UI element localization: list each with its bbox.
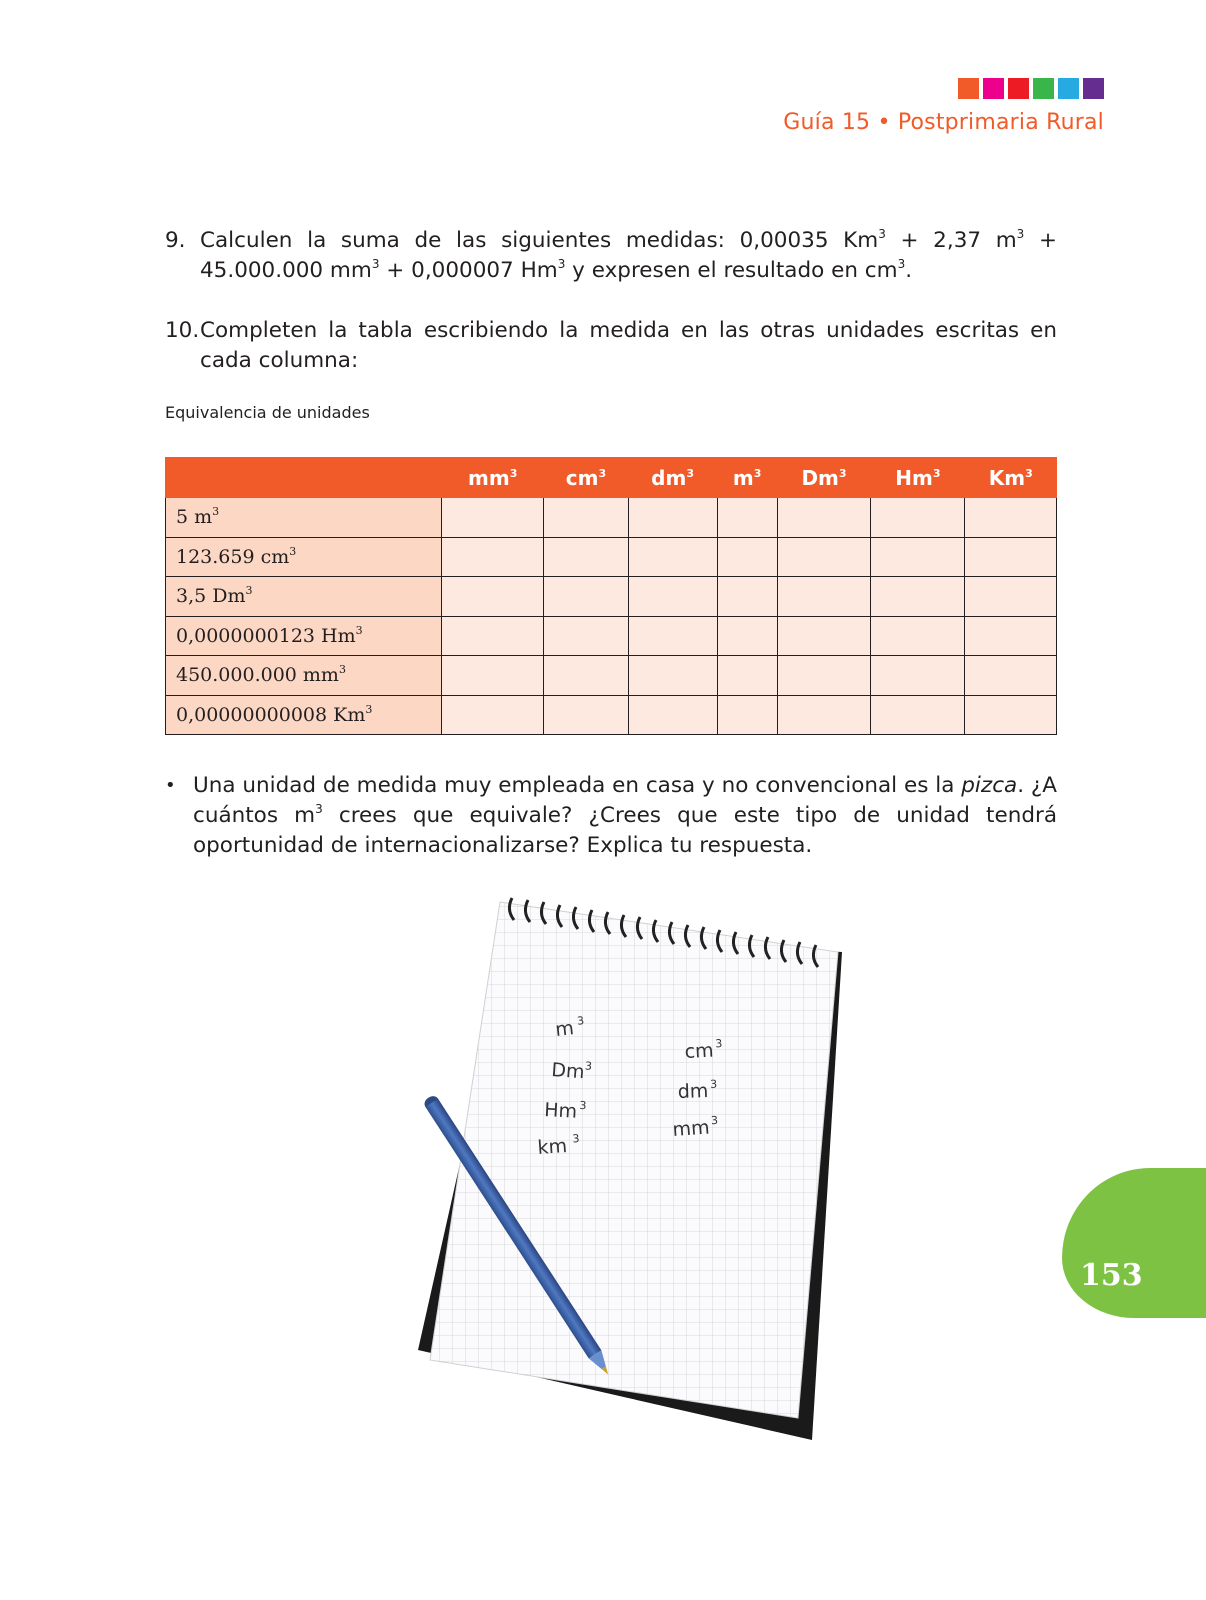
answer-cell[interactable] <box>628 577 717 617</box>
bullet-question <box>165 771 1057 861</box>
exponent: 3 <box>315 802 323 816</box>
text-run: + 45.000.000 mm <box>200 228 1057 283</box>
answer-cell[interactable] <box>717 695 777 735</box>
text-run: crees que equivale? ¿Crees que este tipo de unidad tendrá oportunidad de internacionalizarse? Explica tu respuesta. <box>193 803 1058 858</box>
note-unit-Dm3: Dm$^3$ <box>550 1059 593 1084</box>
answer-cell[interactable] <box>442 537 544 577</box>
answer-cell[interactable] <box>717 616 777 656</box>
answer-cell[interactable] <box>965 537 1057 577</box>
question-number: 10. <box>165 318 200 343</box>
answer-cell[interactable] <box>717 656 777 696</box>
answer-cell[interactable] <box>442 695 544 735</box>
header-mm3: $mm^3$ <box>442 458 544 498</box>
note-unit-dm3: $dm^3$ <box>677 1077 718 1103</box>
question-9 <box>165 226 1057 286</box>
row-label: 5 $m^3$ <box>166 498 442 538</box>
answer-cell[interactable] <box>628 695 717 735</box>
answer-cell[interactable] <box>442 616 544 656</box>
table-row <box>166 616 1057 656</box>
header-Km3: Km$^3$ <box>965 458 1057 498</box>
notepad-illustration <box>400 880 870 1440</box>
answer-cell[interactable] <box>628 537 717 577</box>
color-square-orange <box>958 78 979 99</box>
note-unit-cm3: $cm^3$ <box>684 1037 723 1063</box>
exponent: 3 <box>1016 227 1025 241</box>
table-row <box>166 537 1057 577</box>
answer-cell[interactable] <box>965 498 1057 538</box>
text-run: Calculen la suma de las siguientes medidas: 0,00035 Km <box>200 228 879 253</box>
bullet-dot: • <box>165 775 176 796</box>
color-square-green <box>1033 78 1054 99</box>
note-unit-m3: $m^3$ <box>554 1014 585 1041</box>
exponent: 3 <box>878 227 886 241</box>
header-m3: $m^3$ <box>717 458 777 498</box>
answer-cell[interactable] <box>777 616 871 656</box>
table-row <box>166 498 1057 538</box>
answer-cell[interactable] <box>777 537 871 577</box>
answer-cell[interactable] <box>777 656 871 696</box>
answer-cell[interactable] <box>628 498 717 538</box>
color-square-red <box>1008 78 1029 99</box>
answer-cell[interactable] <box>965 656 1057 696</box>
answer-cell[interactable] <box>965 577 1057 617</box>
answer-cell[interactable] <box>777 695 871 735</box>
table-caption: Equivalencia de unidades <box>165 403 370 422</box>
answer-cell[interactable] <box>544 695 628 735</box>
question-10 <box>165 316 1057 376</box>
answer-cell[interactable] <box>544 498 628 538</box>
page-number-badge <box>1062 1168 1206 1318</box>
answer-cell[interactable] <box>544 537 628 577</box>
emphasis: pizca <box>961 773 1018 798</box>
answer-cell[interactable] <box>871 616 965 656</box>
answer-cell[interactable] <box>777 498 871 538</box>
question-text <box>200 226 1057 286</box>
exponent: 3 <box>897 257 906 271</box>
page-number: 153 <box>1080 1258 1143 1293</box>
header-Dm3: Dm$^3$ <box>777 458 871 498</box>
answer-cell[interactable] <box>965 695 1057 735</box>
note-unit-mm3: $mm^3$ <box>671 1113 719 1141</box>
units-table <box>165 457 1057 735</box>
answer-cell[interactable] <box>871 577 965 617</box>
note-unit-Hm3: Hm$^3$ <box>543 1098 587 1123</box>
row-label: 3,5 Dm$^3$ <box>166 577 442 617</box>
header-corner <box>166 458 442 498</box>
text-run: + 2,37 m <box>885 228 1017 253</box>
exponent: 3 <box>371 257 380 271</box>
question-number: 9. <box>165 228 186 253</box>
header-dm3: $dm^3$ <box>628 458 717 498</box>
answer-cell[interactable] <box>965 616 1057 656</box>
answer-cell[interactable] <box>871 498 965 538</box>
answer-cell[interactable] <box>777 577 871 617</box>
color-bar <box>958 78 1104 99</box>
exponent: 3 <box>557 257 566 271</box>
header-cm3: $cm^3$ <box>544 458 628 498</box>
answer-cell[interactable] <box>871 537 965 577</box>
answer-cell[interactable] <box>442 656 544 696</box>
question-text: Completen la tabla escribiendo la medida en las otras unidades escritas en cada columna: <box>200 318 1057 373</box>
answer-cell[interactable] <box>628 656 717 696</box>
text-run: Una unidad de medida muy empleada en casa y no convencional es la <box>193 773 962 798</box>
note-unit-km3: km $^3$ <box>536 1132 580 1159</box>
color-square-cyan <box>1058 78 1079 99</box>
table-row <box>166 577 1057 617</box>
bullet-text <box>193 771 1057 861</box>
row-label: 450.000.000 $mm^3$ <box>166 656 442 696</box>
row-label: 123.659 $cm^3$ <box>166 537 442 577</box>
running-header: Guía 15 • Postprimaria Rural <box>783 110 1104 135</box>
table-row <box>166 695 1057 735</box>
header-Hm3: Hm$^3$ <box>871 458 965 498</box>
answer-cell[interactable] <box>717 577 777 617</box>
color-square-purple <box>1083 78 1104 99</box>
row-label: 0,0000000123 Hm$^3$ <box>166 616 442 656</box>
text-run: y expresen el resultado en cm <box>565 258 898 283</box>
answer-cell[interactable] <box>442 577 544 617</box>
text-run: . ¿A cuántos m <box>193 773 1057 828</box>
answer-cell[interactable] <box>544 616 628 656</box>
answer-cell[interactable] <box>871 695 965 735</box>
table-header-row <box>166 458 1057 498</box>
answer-cell[interactable] <box>871 656 965 696</box>
answer-cell[interactable] <box>544 656 628 696</box>
answer-cell[interactable] <box>717 537 777 577</box>
answer-cell[interactable] <box>628 616 717 656</box>
answer-cell[interactable] <box>442 498 544 538</box>
text-run: + 0,000007 Hm <box>379 258 558 283</box>
text-run: . <box>905 258 913 283</box>
row-label: 0,00000000008 Km$^3$ <box>166 695 442 735</box>
answer-cell[interactable] <box>544 577 628 617</box>
answer-cell[interactable] <box>717 498 777 538</box>
table-row <box>166 656 1057 696</box>
color-square-magenta <box>983 78 1004 99</box>
